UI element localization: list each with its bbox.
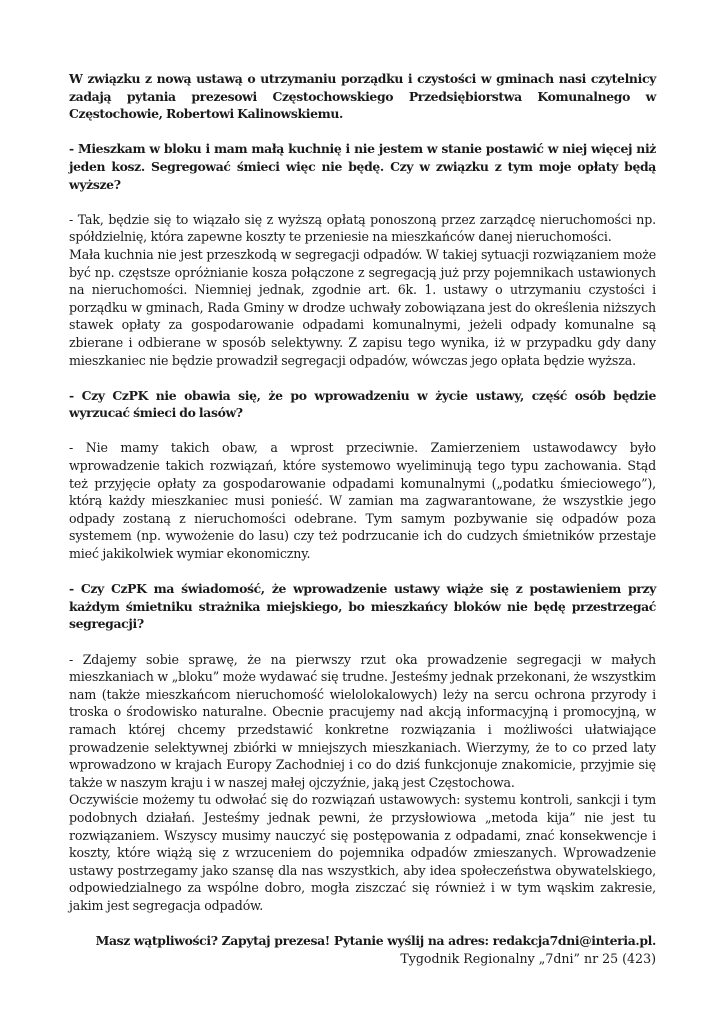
qa-item-3 — [69, 580, 656, 914]
answer-3-paragraph-2: Oczywiście możemy tu odwołać się do rozwiązań ustawowych: systemu kontroli, sankcji i tym podobnych działań. Jesteśmy jednak pewni, że przysłowiowa „metoda kija” nie jest tu rozwiązaniem. Wszyscy musimy nauczyć się postępowania z odpadami, znać konsekwencje i koszty, które wiążą się z wrzuceniem do pojemnika odpadów zmieszanych. Wprowadzenie ustawy postrzegamy jako szansę dla nas wszystkich, aby idea społeczeństwa obywatelskiego, odpowiedzialnego za wspólne dobro, mogła ziszczać się również i w tym wąskim zakresie, jakim jest segregacja odpadów. — [69, 792, 656, 913]
intro-paragraph: W związku z nową ustawą o utrzymaniu porządku i czystości w gminach nasi czytelnicy zadają pytania prezesowi Częstochowskiego Przedsiębiorstwa Komunalnego w Częstochowie, Robertowi Kalinowskiemu. — [69, 71, 656, 122]
article-footer — [69, 932, 656, 967]
qa-item-1 — [69, 140, 656, 369]
answer-1-paragraph-2: Mała kuchnia nie jest przeszkodą w segregacji odpadów. W takiej sytuacji rozwiązaniem może być np. częstsze opróżnianie kosza połączone z segregacją już przy pojemnikach ustawionych na nieruchomości. Niemniej jednak, zgodnie art. 6k. 1. ustawy o utrzymaniu czystości i porządku w gminach, Rada Gminy w drodze uchwały zobowiązana jest do określenia niższych stawek opłaty za gospodarowanie odpadami komunalnymi, jeżeli odpady komunalne są zbierane i odbierane w sposób selektywny. Z zapisu tego wynika, iż w przypadku gdy dany mieszkaniec nie będzie prowadził segregacji odpadów, wówczas jego opłata będzie wyższa. — [69, 246, 656, 368]
answer-2-paragraph-1: - Nie mamy takich obaw, a wprost przeciwnie. Zamierzeniem ustawodawcy było wprowadzenie takich rozwiązań, które systemowo wyeliminują tego typu zachowania. Stąd też przyjęcie opłaty za gospodarowanie odpadami komunalnymi („podatku śmieciowego”), którą każdy mieszkaniec musi ponieść. W zamian ma zagwarantowane, że wszystkie jego odpady zostaną z nieruchomości odebrane. Tym samym pozbywanie się odpadów poza systemem (np. wywożenie do lasu) czy też podrzucanie ich do cudzych śmietników przestaje mieć jakikolwiek wymiar ekonomiczny. — [69, 440, 656, 562]
question-1: - Mieszkam w bloku i mam małą kuchnię i nie jestem w stanie postawić w niej więcej niż jeden kosz. Segregować śmieci więc nie będę. Czy w związku z tym moje opłaty będą wyższe? — [69, 141, 656, 192]
publication-source: Tygodnik Regionalny „7dni” nr 25 (423) — [400, 950, 656, 966]
contact-call-to-action: Masz wątpliwości? Zapytaj prezesa! Pytanie wyślij na adres: redakcja7dni@interia.pl. — [95, 933, 656, 949]
qa-item-2 — [69, 387, 656, 563]
article — [69, 70, 656, 967]
question-2: - Czy CzPK nie obawia się, że po wprowadzeniu w życie ustawy, część osób będzie wyrzucać śmieci do lasów? — [69, 387, 656, 421]
question-3: - Czy CzPK ma świadomość, że wprowadzenie ustawy wiąże się z postawieniem przy każdym śmietniku strażnika miejskiego, bo mieszkańcy bloków nie będę przestrzegać segregacji? — [69, 581, 656, 632]
answer-1-paragraph-1: - Tak, będzie się to wiązało się z wyższą opłatą ponoszoną przez zarządcę nieruchomości np. spółdzielnię, która zapewne koszty te przeniesie na mieszkańców danej nieruchomości. — [69, 211, 656, 245]
answer-3-paragraph-1: - Zdajemy sobie sprawę, że na pierwszy rzut oka prowadzenie segregacji w małych mieszkaniach w „bloku” może wydawać się trudne. Jesteśmy jednak przekonani, że wszystkim nam (także mieszkańcom nieruchomość wielolokalowych) leży na sercu ochrona przyrody i troska o środowisko naturalne. Obecnie pracujemy nad akcją informacyjną i promocyjną, w ramach której chcemy przedstawić konkretne rozwiązania i możliwości ułatwiające prowadzenie selektywnej zbiórki w mniejszych mieszkaniach. Wierzymy, że to co przed laty wprowadzono w krajach Europy Zachodniej i co do dziś funkcjonuje znakomicie, przyjmie się także w naszym kraju i w naszej małej ojczyźnie, jaką jest Częstochowa. — [69, 651, 656, 790]
